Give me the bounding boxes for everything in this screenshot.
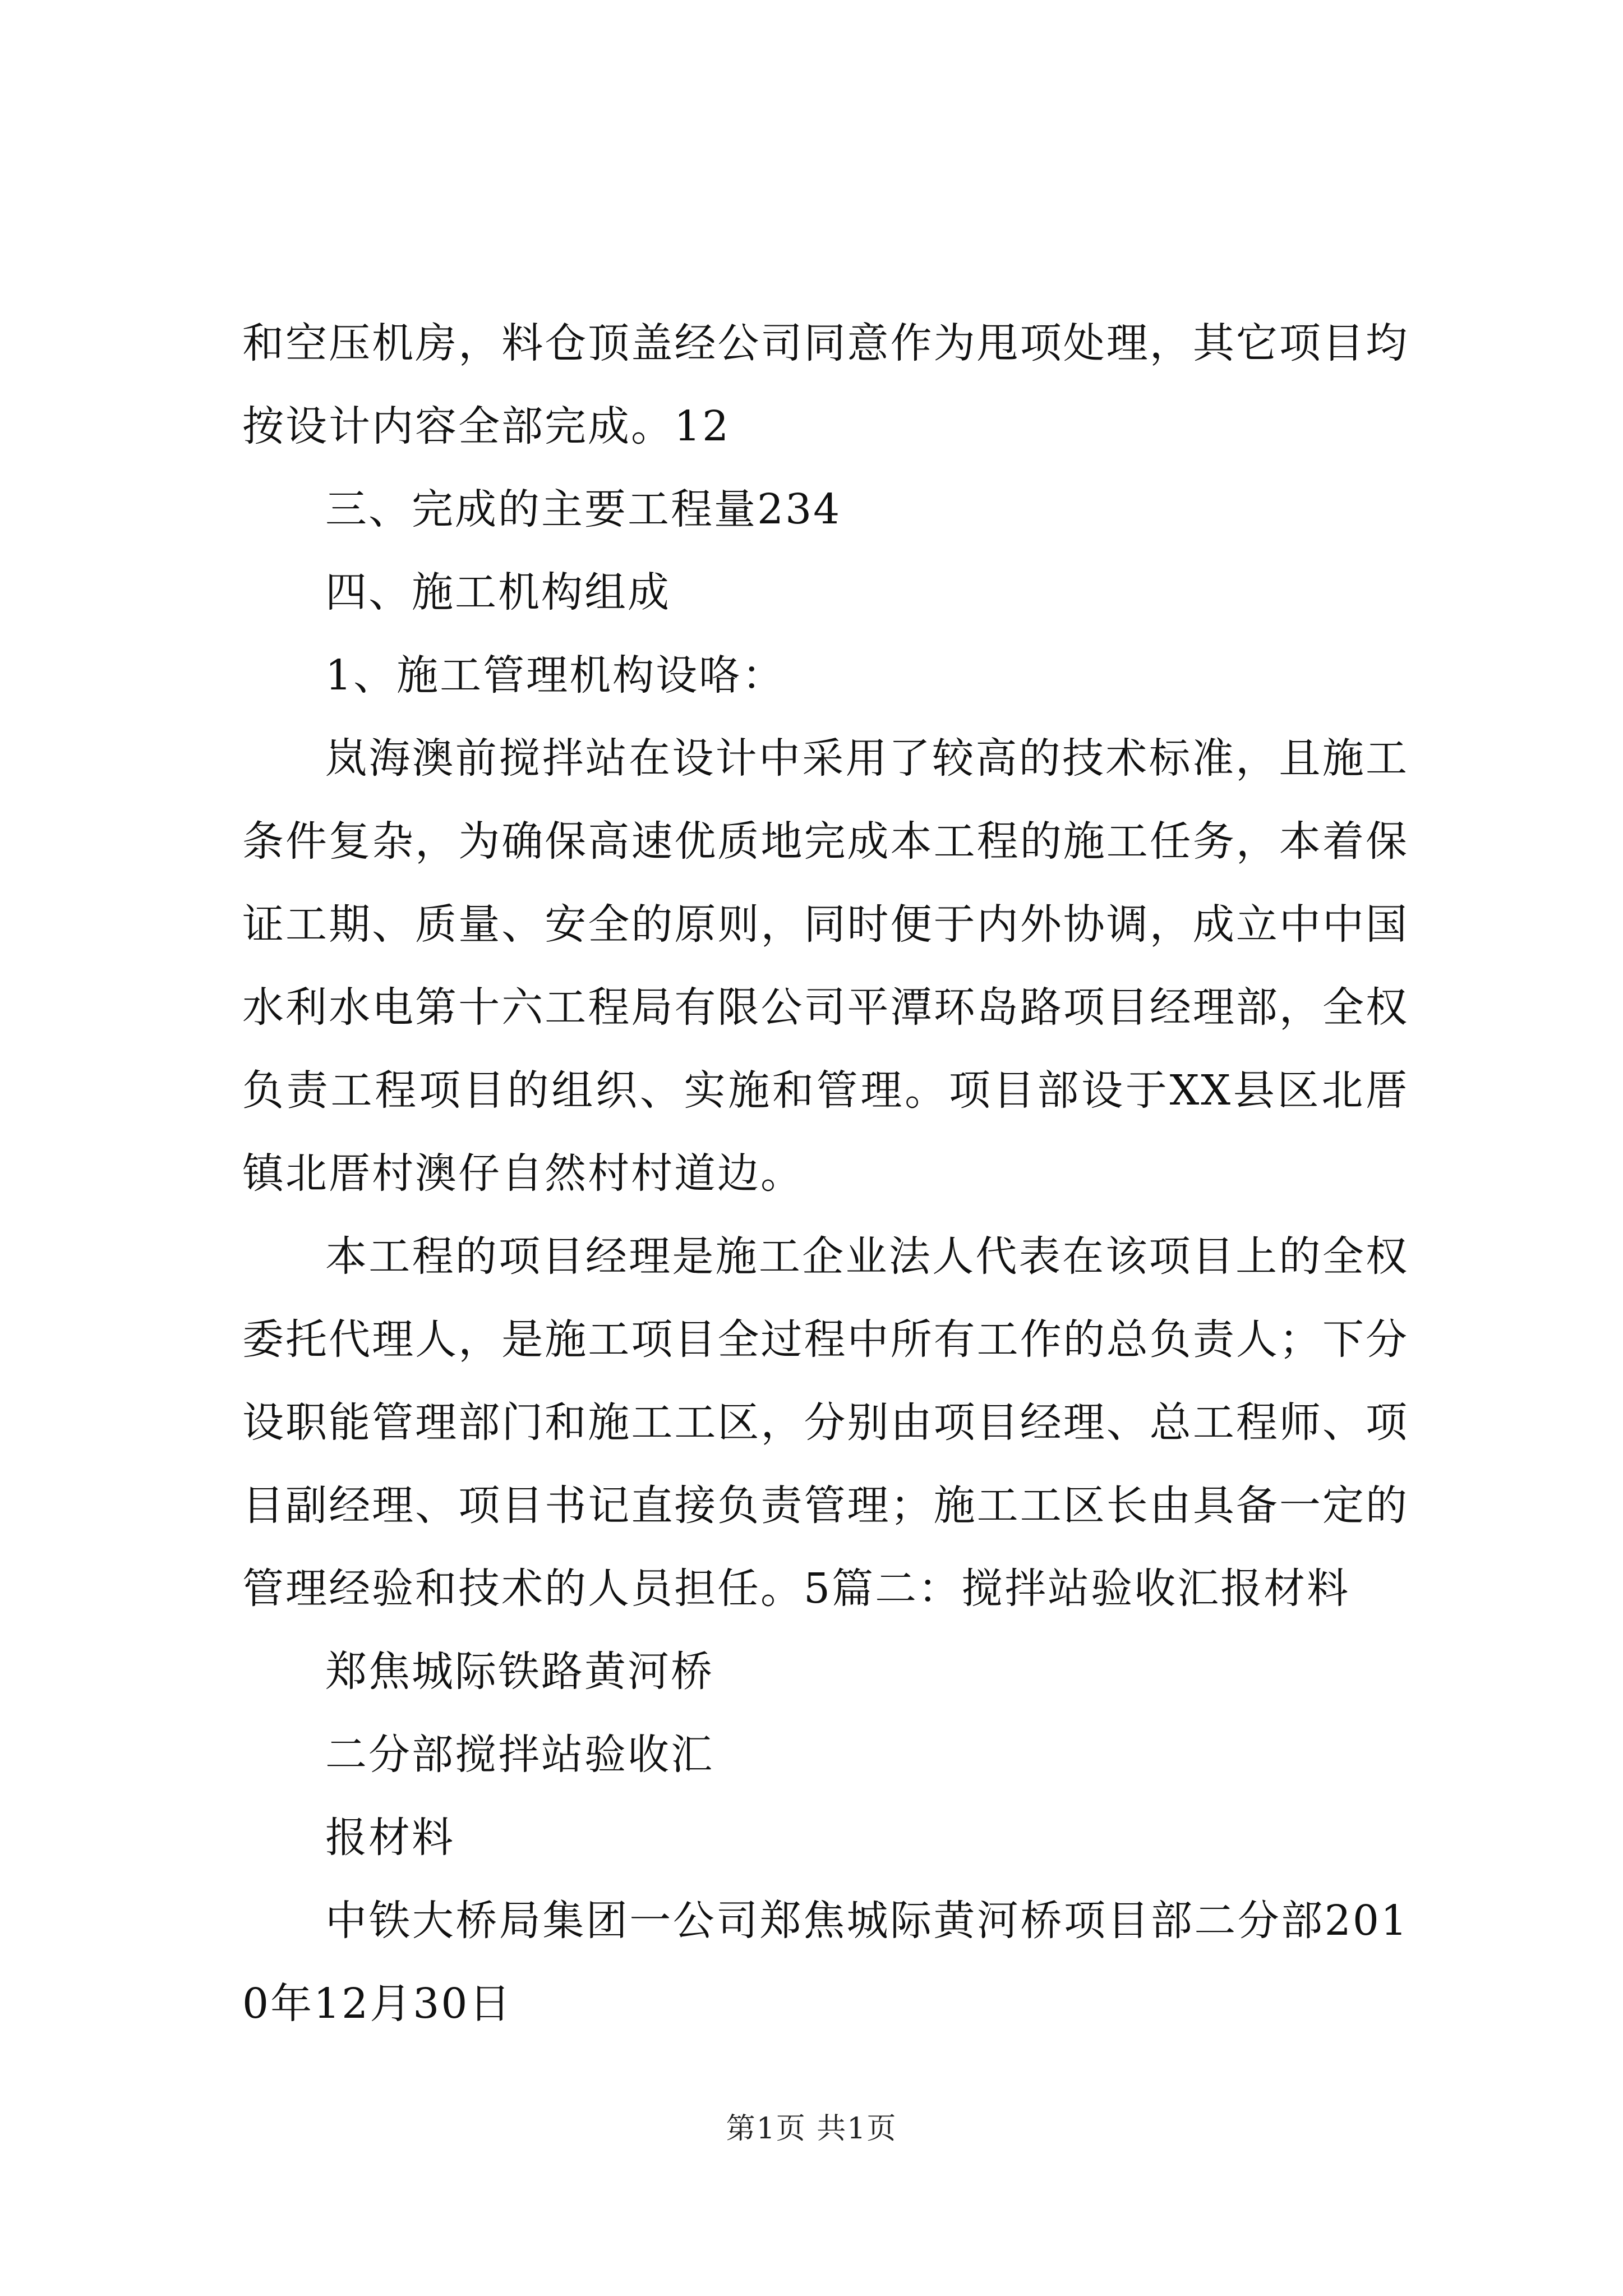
document-body <box>242 302 1409 2045</box>
title-line: 郑焦城际铁路黄河桥 <box>325 1648 714 1696</box>
page-number-footer: 第1页 共1页 <box>726 2112 897 2146</box>
paragraph: 中铁大桥局集团一公司郑焦城际黄河桥项目部二分部2010年12月30日 <box>242 1897 1409 2028</box>
paragraph: 和空压机房，料仓顶盖经公司同意作为甩项处理，其它项目均按设计内容全部完成。12 <box>242 319 1409 450</box>
section-heading: 三、完成的主要工程量234 <box>325 485 842 533</box>
paragraph: 本工程的项目经理是施工企业法人代表在该项目上的全权委托代理人，是施工项目全过程中所有工作的总负责人；下分设职能管理部门和施工工区，分别由项目经理、总工程师、项目副经理、项目书记直接负责管理；施工工区长由具备一定的管理经验和技术的人员担任。5篇二：搅拌站验收汇报材料 <box>242 1232 1409 1613</box>
section-heading: 四、施工机构组成 <box>325 568 671 616</box>
title-line: 二分部搅拌站验收汇 <box>325 1731 714 1779</box>
subsection-heading: 1、施工管理机构设咯： <box>325 651 786 700</box>
title-line: 报材料 <box>325 1814 455 1862</box>
paragraph: 岚海澳前搅拌站在设计中采用了较高的技术标准，且施工条件复杂，为确保高速优质地完成本工程的施工任务，本着保证工期、质量、安全的原则，同时便于内外协调，成立中中国水利水电第十六工程局有限公司平潭环岛路项目经理部，全权负责工程项目的组织、实施和管理。项目部设于XX县区北厝镇北厝村澳仔自然村村道边。 <box>242 734 1409 1198</box>
